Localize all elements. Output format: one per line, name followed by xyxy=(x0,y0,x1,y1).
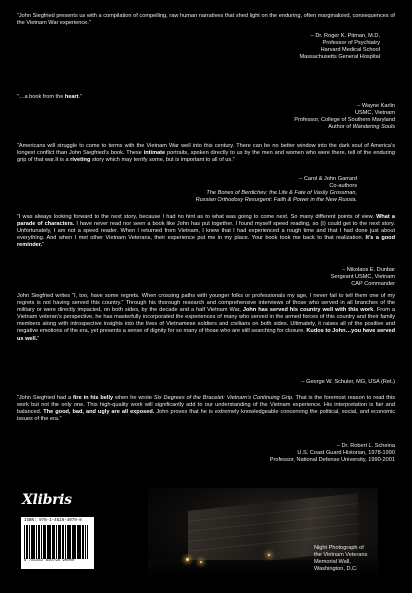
quote-text: “I was always looking forward to the next story, because I had no hint as to what was going to come next. So many different points of view. What a parade of characters. I have never read nor seen a book like John has put together. I found myself speed reading, so (I) could get to the next story. Unfortunately, I am not a speed reader. When I returned from Vietnam, I knew that I had experienced a rough time and that I had done just about everything. And when I met other Vietnam Veterans, their experience put me in my place. Your book took me back to that realization. It’s a good reminder.” xyxy=(17,214,396,249)
caption-line: Washington, D.C. xyxy=(314,566,358,572)
barcode-bars xyxy=(24,525,91,559)
attribution-line: CAP Commander xyxy=(351,281,395,288)
candle-light-icon xyxy=(186,558,189,561)
barcode-bar xyxy=(80,525,81,559)
attribution-line: Harvard Medical School xyxy=(320,47,380,54)
attribution-line: U.S. Coast Guard Historian, 1978-1990 xyxy=(297,450,395,457)
quote-3 xyxy=(17,143,395,164)
barcode-bar xyxy=(69,525,70,559)
xlibris-logo xyxy=(22,492,72,508)
attribution-line: – Carol & John Garrard xyxy=(299,176,357,182)
barcode-bar xyxy=(39,525,40,559)
barcode-bar xyxy=(44,525,46,559)
quote-text: “…a book from the heart.” xyxy=(17,94,82,100)
quote-3-attribution xyxy=(196,176,357,204)
attribution-line: Sergeant USMC, Vietnam xyxy=(330,274,395,281)
barcode-bar xyxy=(87,525,88,559)
barcode-bar xyxy=(49,525,50,559)
barcode-bar xyxy=(65,525,66,559)
quote-5-attribution xyxy=(301,379,395,386)
candle-light-icon xyxy=(268,554,270,556)
quote-2 xyxy=(17,94,395,101)
attribution-line: – Wayne Karlin xyxy=(357,103,395,109)
quote-text: “John Siegfried presents us with a compilation of compelling, raw human narratives that shed light on the enduring, often marginalized, consequences of the Vietnam War experience.” xyxy=(17,13,395,27)
quote-4 xyxy=(17,214,395,249)
barcode-bar xyxy=(24,525,25,559)
attribution-line: – George W. Schuler, MG, USA (Ret.) xyxy=(301,379,395,385)
caption-line: Memorial Wall, xyxy=(314,559,351,565)
barcode-bar xyxy=(85,525,86,559)
caption-line: the Vietnam Veterans xyxy=(314,552,368,558)
publisher-logo-text: Xlibris xyxy=(22,492,72,508)
attribution-line: – Nikolaos E. Dunbar xyxy=(342,267,395,273)
quote-6 xyxy=(17,395,395,423)
quote-6-attribution xyxy=(270,443,395,464)
barcode-bar xyxy=(54,525,55,559)
barcode-bar xyxy=(74,525,76,559)
attribution-line: – Dr. Robert L. Scheina xyxy=(336,443,395,449)
quote-1-attribution xyxy=(299,33,380,61)
attribution-line: Professor, National Defense University, 1990-2001 xyxy=(269,457,395,464)
attribution-line: – Dr. Roger K. Pitman, M.D. xyxy=(310,33,380,39)
barcode-bar xyxy=(34,525,35,559)
quote-5 xyxy=(17,293,395,343)
barcode-numbers: 9 781462 840798 90000 xyxy=(24,559,75,563)
barcode-icon xyxy=(21,517,94,569)
isbn-label: ISBN: 978-1-4628-4079-8 xyxy=(24,519,82,523)
attribution-line: The Bones of Berdichev: the Life & Fate of Vasily Grossman, xyxy=(206,190,357,197)
quote-4-attribution xyxy=(331,267,395,288)
attribution-line: Russian Orthodoxy Resurgent: Faith & Power in the New Russia. xyxy=(195,197,357,204)
quote-text: “John Siegfried had a fire in his belly when he wrote Six Degrees of the Bracelet: Vietnam’s Continuing Grip. That is the foremost reason to read this work but not the only one. This high-quality work will significantly add to our understanding of the Vietnam experience. His interpretation is fair and balanced. The good, bad, and ugly are all exposed. John proves that he is extremely knowledgeable concerning the political, social, and economic issues of the era.” xyxy=(17,395,395,423)
barcode-bar xyxy=(59,525,61,559)
attribution-line: Author of Wandering Souls xyxy=(328,124,395,131)
attribution-line: Co-authors xyxy=(329,183,357,190)
attribution-line: Massachusetts General Hospital xyxy=(299,54,380,61)
candle-light-icon xyxy=(200,561,202,563)
quote-text: “Americans will struggle to come to terms with the Vietnam War well into this century. There can be no better window into the dark soul of America’s longest conflict than John Siegfried’s book. These intimate portraits, spoken directly to us by the men and women who were there, tell of the enduring grip of that war.It is a riveting story which may terrify some, but is important to all of us.” xyxy=(17,143,395,164)
barcode-bar xyxy=(29,525,30,559)
photo-caption xyxy=(314,545,412,573)
attribution-line: Professor, College of Southern Maryland xyxy=(294,117,395,124)
quote-text: John Siegfried writes “I, too, have some regrets. When crossing paths with younger folks or professionals my age, I never fail to tell them one of my regrets is not having served this country.” Through his thorough research and comprehensive interviews of those who served in all branches of the military or were directly impacted, on both sides, by the decade and a half Vietnam War, John has served his country well with this work. From a Vietnam veteran’s perspective, he has masterfully incorporated the experiences of many who served in the armed forces of this country and their family members along with introspective insights into the lives of Vietnamese soldiers and civilians on both sides. Ultimately, it raises all of the positive and negative emotions of the era, yet presents a sense of dignity for so many of those who are still searching for closure. Kudos to John…you have served us well.” xyxy=(17,293,396,342)
quote-2-attribution xyxy=(294,103,395,131)
attribution-line: Professor of Psychiatry xyxy=(322,40,380,47)
attribution-line: USMC, Vietnam xyxy=(355,110,395,117)
caption-line: Night Photograph of xyxy=(314,545,364,551)
quote-1 xyxy=(17,13,395,27)
